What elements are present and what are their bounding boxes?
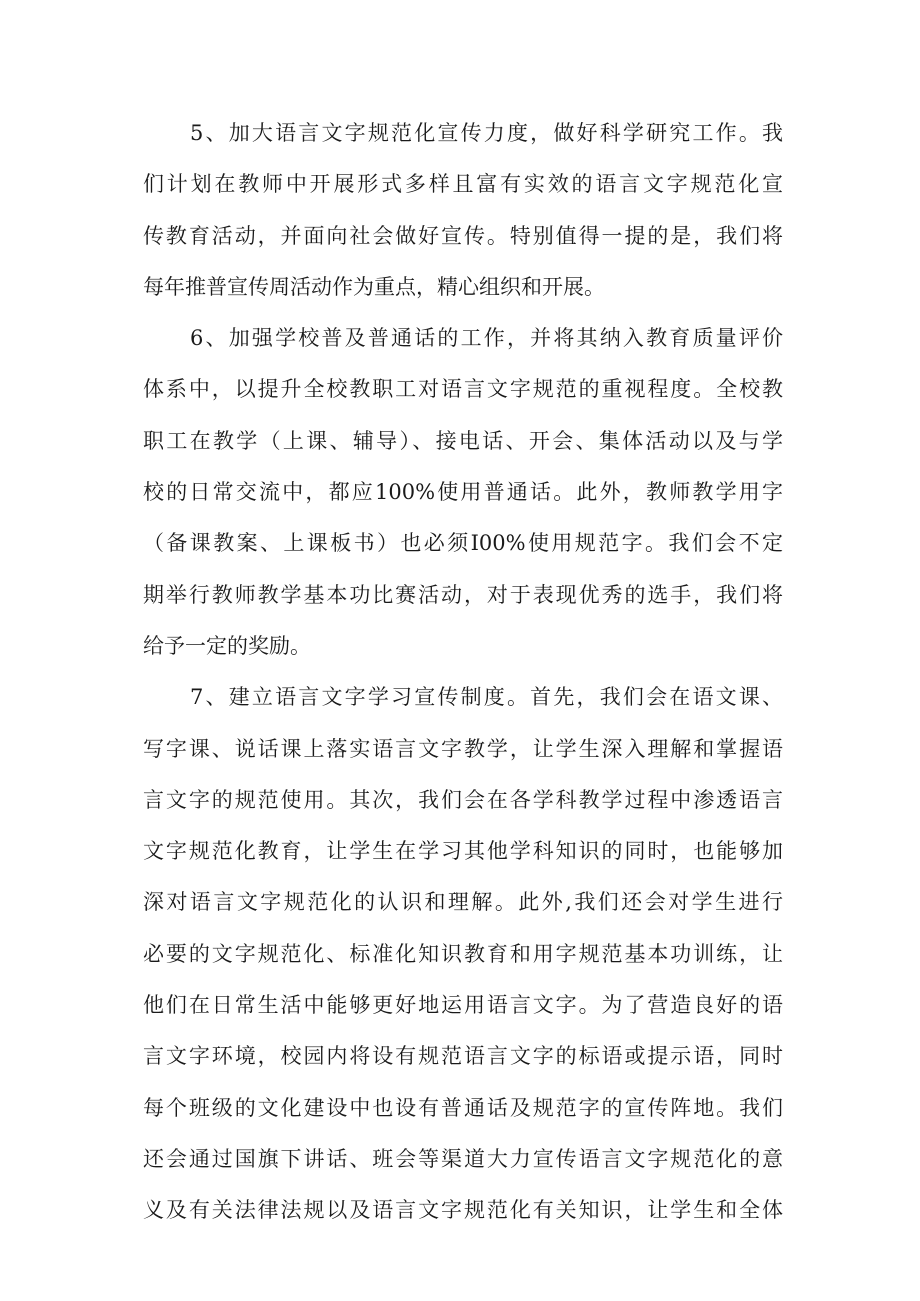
text-line: 7、建立语言文字学习宣传制度。首先，我们会在语文课、 bbox=[190, 685, 783, 710]
text-line: 体系中，以提升全校教职工对语言文字规范的重视程度。全校教 bbox=[143, 377, 783, 402]
paragraph-7 bbox=[143, 672, 783, 1236]
text-line: 必要的文字规范化、标准化知识教育和用字规范基本功训练，让 bbox=[143, 941, 783, 966]
text-line: 深对语言文字规范化的认识和理解。此外,我们还会对学生进行 bbox=[143, 890, 783, 915]
text-line: （备课教案、上课板书）也必须I00%使用规范字。我们会不定 bbox=[143, 531, 783, 556]
text-line: 校的日常交流中，都应100%使用普通话。此外，教师教学用字 bbox=[143, 480, 783, 505]
text-line: 文字规范化教育，让学生在学习其他学科知识的同时，也能够加 bbox=[143, 839, 783, 864]
text-line: 每年推普宣传周活动作为重点，精心组织和开展。 bbox=[143, 274, 605, 299]
text-line: 他们在日常生活中能够更好地运用语言文字。为了营造良好的语 bbox=[143, 993, 783, 1018]
paragraph-5 bbox=[143, 108, 783, 313]
text-line: 义及有关法律法规以及语言文字规范化有关知识，让学生和全体 bbox=[143, 1198, 783, 1223]
text-line: 给予一定的奖励。 bbox=[143, 633, 311, 658]
text-line: 5、加大语言文字规范化宣传力度，做好科学研究工作。我 bbox=[190, 121, 783, 145]
text-line: 职工在教学（上课、辅导）、接电话、开会、集体活动以及与学 bbox=[143, 428, 783, 453]
text-line: 期举行教师教学基本功比赛活动，对于表现优秀的选手，我们将 bbox=[143, 582, 783, 607]
text-line: 每个班级的文化建设中也设有普通话及规范字的宣传阵地。我们 bbox=[143, 1095, 783, 1120]
body-text bbox=[143, 108, 783, 1237]
text-line: 写字课、说话课上落实语言文字教学，让学生深入理解和掌握语 bbox=[143, 736, 783, 761]
text-line: 还会通过国旗下讲话、班会等渠道大力宣传语言文字规范化的意 bbox=[143, 1146, 783, 1171]
paragraph-6 bbox=[143, 313, 783, 672]
text-line: 言文字环境，校园内将设有规范语言文字的标语或提示语，同时 bbox=[143, 1044, 783, 1069]
text-line: 言文字的规范使用。其次，我们会在各学科教学过程中渗透语言 bbox=[143, 787, 783, 812]
text-line: 6、加强学校普及普通话的工作，并将其纳入教育质量评价 bbox=[190, 326, 783, 351]
text-line: 传教育活动，并面向社会做好宣传。特别值得一提的是，我们将 bbox=[143, 223, 783, 248]
text-line: 们计划在教师中开展形式多样且富有实效的语言文字规范化宣 bbox=[143, 172, 783, 197]
